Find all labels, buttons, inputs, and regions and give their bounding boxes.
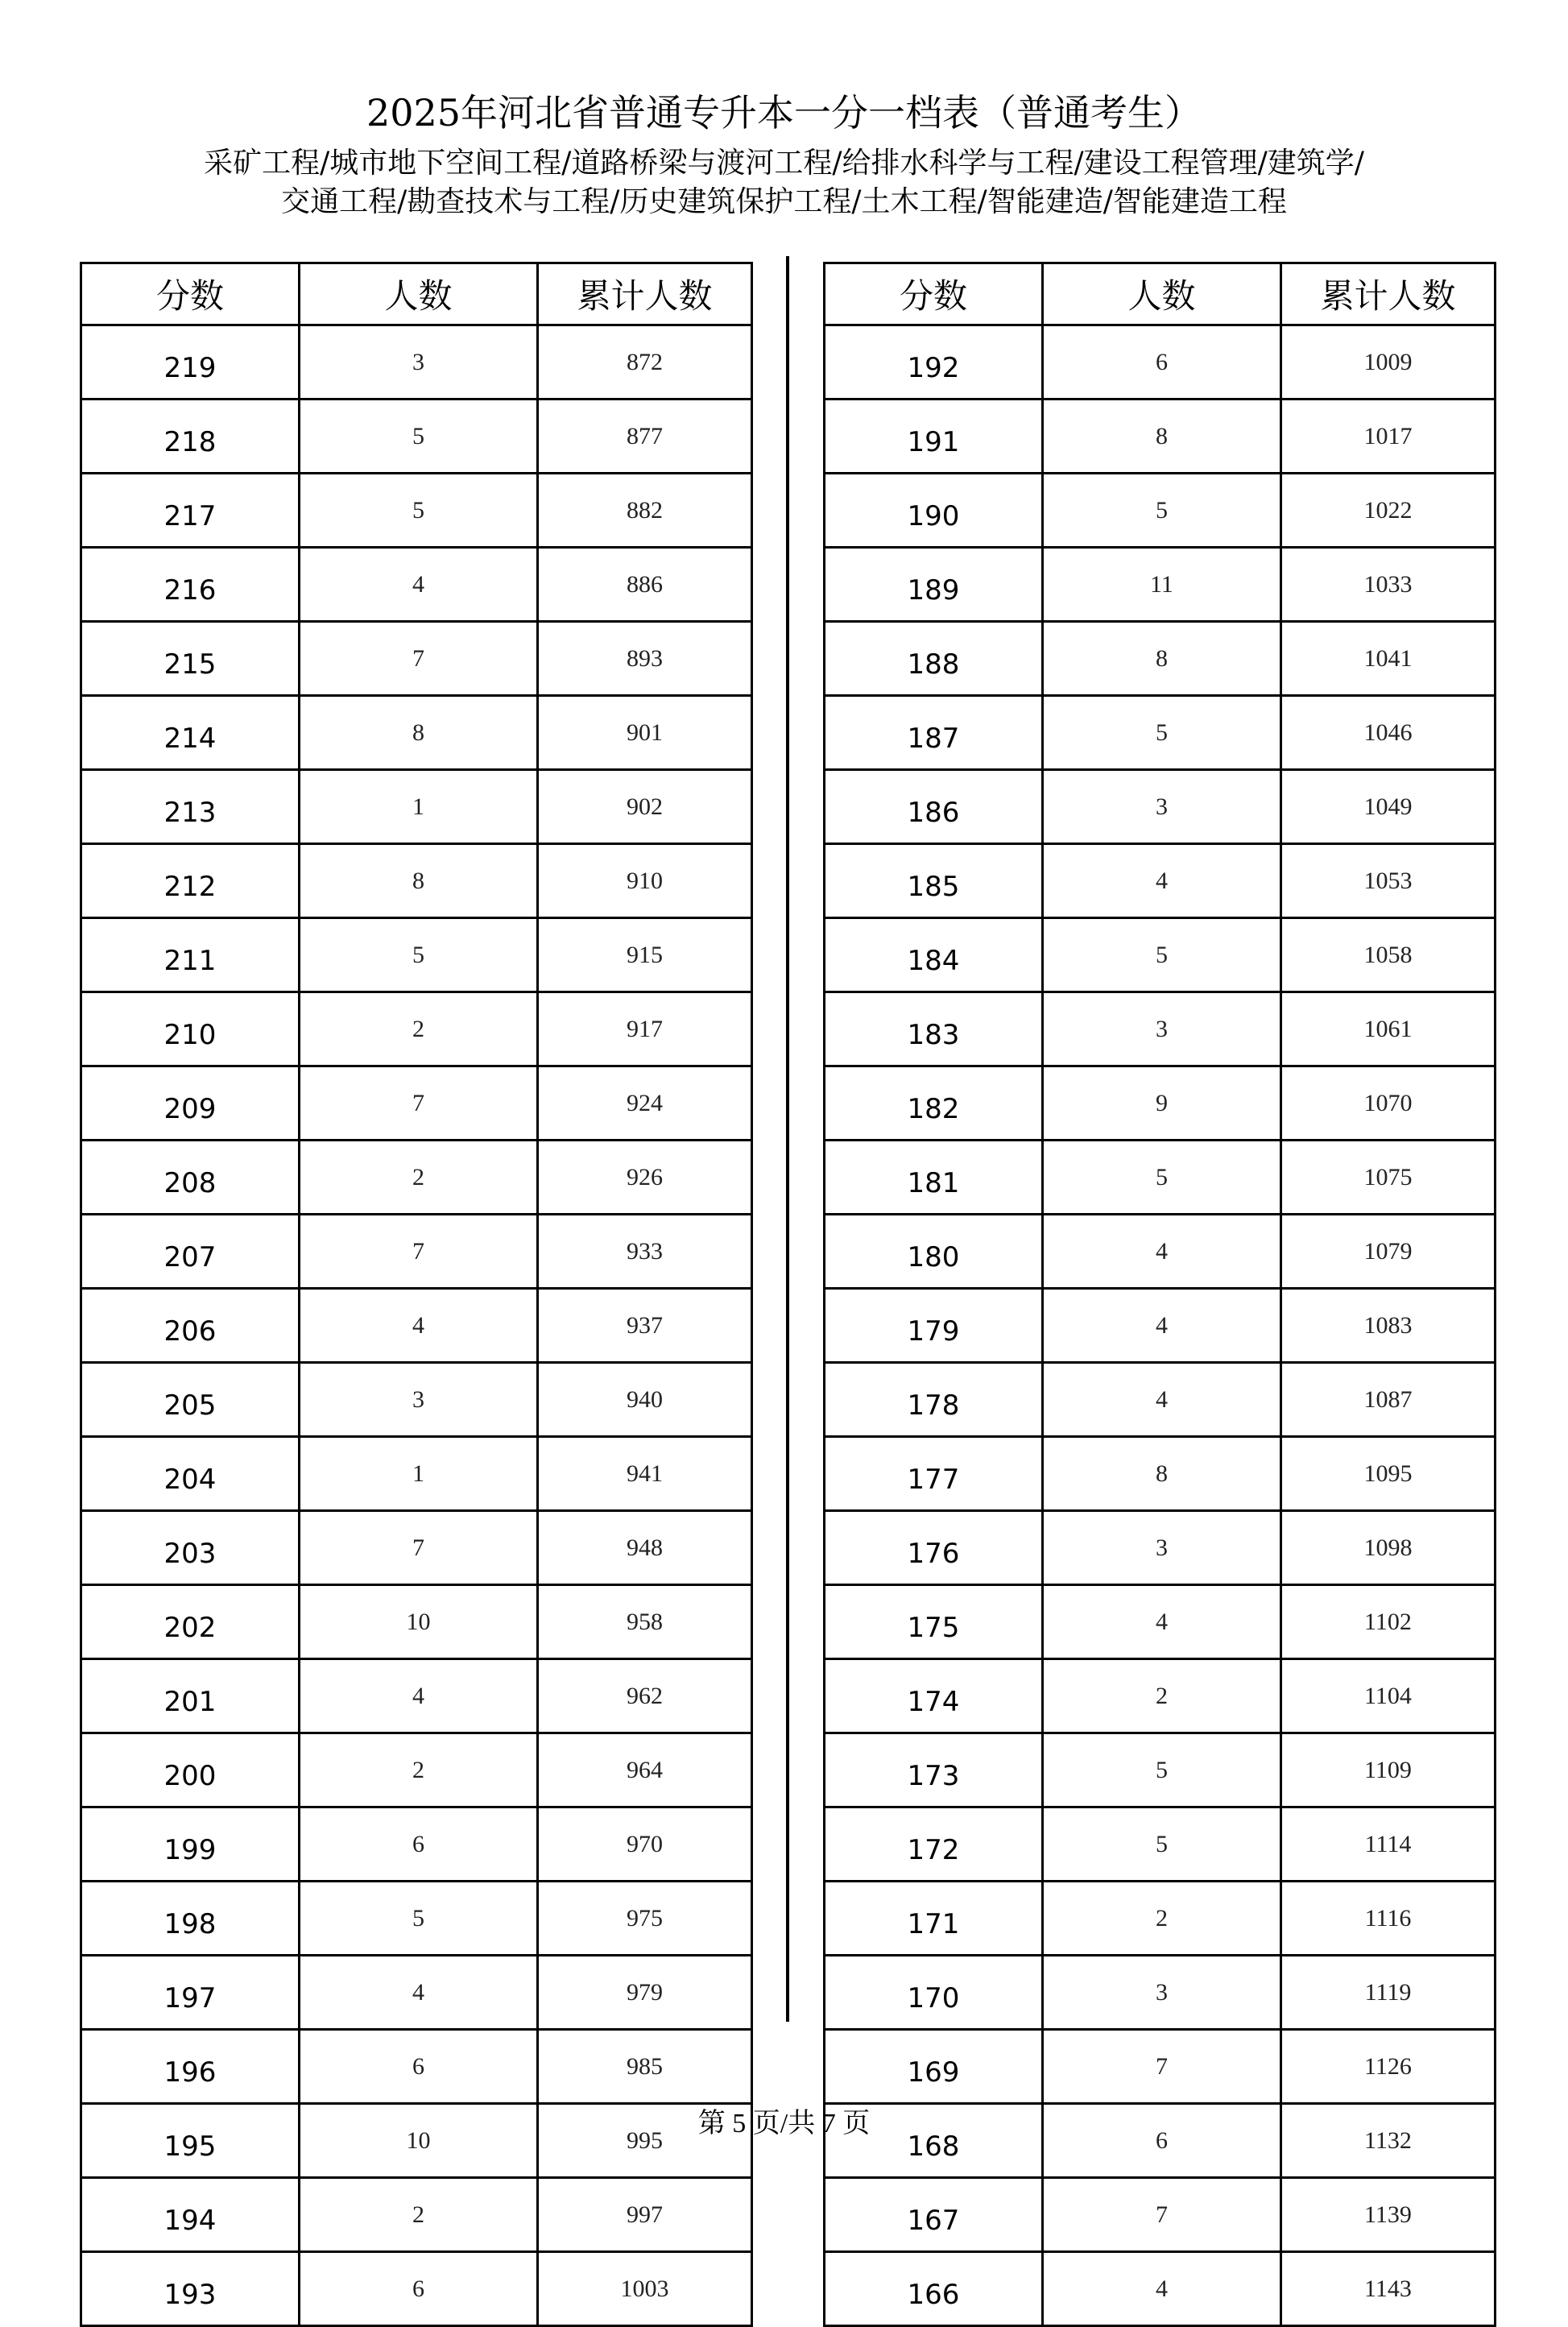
table-row (81, 1215, 752, 1289)
score-cell: 175 (825, 1585, 1043, 1659)
table-row (825, 548, 1496, 622)
cumulative-cell: 1075 (1281, 1141, 1496, 1215)
count-cell: 5 (1043, 1807, 1281, 1882)
score-cell: 172 (825, 1807, 1043, 1882)
score-cell: 184 (825, 918, 1043, 992)
cumulative-cell: 995 (538, 2104, 752, 2178)
table-row (81, 622, 752, 696)
count-cell: 4 (1043, 1585, 1281, 1659)
cumulative-cell: 985 (538, 2030, 752, 2104)
page-number: 第 5 页/共 7 页 (697, 2109, 871, 2139)
count-cell: 1 (300, 1437, 538, 1511)
count-cell: 2 (1043, 1882, 1281, 1956)
score-cell: 176 (825, 1511, 1043, 1585)
count-cell: 9 (1043, 1066, 1281, 1141)
count-cell: 4 (1043, 844, 1281, 918)
count-cell: 6 (300, 2252, 538, 2326)
count-cell: 6 (1043, 2104, 1281, 2178)
table-row (825, 400, 1496, 474)
score-cell: 183 (825, 992, 1043, 1066)
count-cell: 3 (1043, 992, 1281, 1066)
count-cell: 5 (1043, 474, 1281, 548)
table-row (825, 844, 1496, 918)
count-cell: 1 (300, 770, 538, 844)
score-cell: 178 (825, 1363, 1043, 1437)
score-cell: 198 (81, 1882, 300, 1956)
table-row (81, 548, 752, 622)
count-cell: 5 (300, 918, 538, 992)
cumulative-cell: 1079 (1281, 1215, 1496, 1289)
score-cell: 210 (81, 992, 300, 1066)
score-cell: 181 (825, 1141, 1043, 1215)
table-row (825, 1066, 1496, 1141)
score-cell: 205 (81, 1363, 300, 1437)
cumulative-cell: 937 (538, 1289, 752, 1363)
table-row (825, 992, 1496, 1066)
count-cell: 4 (1043, 2252, 1281, 2326)
cumulative-cell: 1070 (1281, 1066, 1496, 1141)
table-row (825, 2030, 1496, 2104)
count-cell: 8 (1043, 400, 1281, 474)
cumulative-cell: 962 (538, 1659, 752, 1733)
cumulative-cell: 1033 (1281, 548, 1496, 622)
table-row (81, 1733, 752, 1807)
score-cell: 204 (81, 1437, 300, 1511)
score-cell: 215 (81, 622, 300, 696)
cumulative-cell: 1009 (1281, 325, 1496, 400)
table-row (81, 1066, 752, 1141)
table-row (81, 1659, 752, 1733)
table-row (825, 1437, 1496, 1511)
count-cell: 6 (300, 1807, 538, 1882)
cumulative-cell: 1098 (1281, 1511, 1496, 1585)
score-cell: 195 (81, 2104, 300, 2178)
cumulative-cell: 1041 (1281, 622, 1496, 696)
table-row (81, 992, 752, 1066)
cumulative-cell: 958 (538, 1585, 752, 1659)
table-row (81, 1141, 752, 1215)
table-row (825, 474, 1496, 548)
cumulative-cell: 872 (538, 325, 752, 400)
count-cell: 3 (1043, 770, 1281, 844)
count-cell: 7 (300, 1511, 538, 1585)
cumulative-cell: 941 (538, 1437, 752, 1511)
cumulative-cell: 1104 (1281, 1659, 1496, 1733)
score-cell: 199 (81, 1807, 300, 1882)
header-count: 人数 (300, 263, 538, 325)
header-score: 分数 (81, 263, 300, 325)
score-cell: 217 (81, 474, 300, 548)
table-row (825, 1956, 1496, 2030)
cumulative-cell: 1139 (1281, 2178, 1496, 2252)
cumulative-cell: 1046 (1281, 696, 1496, 770)
count-cell: 4 (1043, 1215, 1281, 1289)
score-cell: 173 (825, 1733, 1043, 1807)
score-cell: 200 (81, 1733, 300, 1807)
score-cell: 193 (81, 2252, 300, 2326)
cumulative-cell: 1049 (1281, 770, 1496, 844)
score-cell: 207 (81, 1215, 300, 1289)
cumulative-cell: 1119 (1281, 1956, 1496, 2030)
cumulative-cell: 915 (538, 918, 752, 992)
table-row (81, 1585, 752, 1659)
count-cell: 2 (300, 2178, 538, 2252)
table-row (81, 918, 752, 992)
score-table-left (80, 262, 753, 2327)
table-row (81, 1289, 752, 1363)
score-cell: 218 (81, 400, 300, 474)
score-cell: 203 (81, 1511, 300, 1585)
major-list-line-1: 采矿工程/城市地下空间工程/道路桥梁与渡河工程/给排水科学与工程/建设工程管理/建筑学/ (204, 147, 1364, 180)
score-cell: 169 (825, 2030, 1043, 2104)
cumulative-cell: 902 (538, 770, 752, 844)
table-row (81, 325, 752, 400)
table-row (825, 1289, 1496, 1363)
count-cell: 4 (300, 1289, 538, 1363)
major-list-line-2: 交通工程/勘查技术与工程/历史建筑保护工程/土木工程/智能建造/智能建造工程 (281, 185, 1287, 218)
cumulative-cell: 1087 (1281, 1363, 1496, 1437)
score-cell: 182 (825, 1066, 1043, 1141)
score-cell: 206 (81, 1289, 300, 1363)
count-cell: 7 (300, 622, 538, 696)
score-cell: 192 (825, 325, 1043, 400)
table-row (825, 1511, 1496, 1585)
count-cell: 5 (300, 400, 538, 474)
table-row (81, 1437, 752, 1511)
cumulative-cell: 926 (538, 1141, 752, 1215)
cumulative-cell: 1095 (1281, 1437, 1496, 1511)
cumulative-cell: 1022 (1281, 474, 1496, 548)
count-cell: 8 (300, 844, 538, 918)
table-row (825, 2178, 1496, 2252)
cumulative-cell: 1102 (1281, 1585, 1496, 1659)
count-cell: 8 (300, 696, 538, 770)
table-row (825, 1807, 1496, 1882)
column-divider (786, 256, 789, 2022)
table-row (81, 1363, 752, 1437)
header-count: 人数 (1043, 263, 1281, 325)
cumulative-cell: 964 (538, 1733, 752, 1807)
score-cell: 187 (825, 696, 1043, 770)
cumulative-cell: 1132 (1281, 2104, 1496, 2178)
score-cell: 190 (825, 474, 1043, 548)
table-row (81, 2252, 752, 2326)
count-cell: 7 (300, 1215, 538, 1289)
count-cell: 10 (300, 1585, 538, 1659)
table-row (825, 622, 1496, 696)
table-row (825, 918, 1496, 992)
cumulative-cell: 924 (538, 1066, 752, 1141)
score-table-right (823, 262, 1496, 2327)
score-cell: 186 (825, 770, 1043, 844)
score-cell: 170 (825, 1956, 1043, 2030)
cumulative-cell: 877 (538, 400, 752, 474)
cumulative-cell: 886 (538, 548, 752, 622)
cumulative-cell: 917 (538, 992, 752, 1066)
count-cell: 2 (300, 992, 538, 1066)
count-cell: 6 (1043, 325, 1281, 400)
table-row (81, 1882, 752, 1956)
table-row (81, 2178, 752, 2252)
score-cell: 201 (81, 1659, 300, 1733)
count-cell: 4 (300, 548, 538, 622)
cumulative-cell: 882 (538, 474, 752, 548)
score-cell: 219 (81, 325, 300, 400)
count-cell: 5 (300, 1882, 538, 1956)
table-row (825, 1215, 1496, 1289)
cumulative-cell: 1058 (1281, 918, 1496, 992)
count-cell: 7 (1043, 2030, 1281, 2104)
table-row (825, 1733, 1496, 1807)
count-cell: 4 (1043, 1289, 1281, 1363)
count-cell: 10 (300, 2104, 538, 2178)
cumulative-cell: 975 (538, 1882, 752, 1956)
count-cell: 5 (300, 474, 538, 548)
count-cell: 3 (300, 1363, 538, 1437)
cumulative-cell: 970 (538, 1807, 752, 1882)
count-cell: 3 (1043, 1956, 1281, 2030)
cumulative-cell: 948 (538, 1511, 752, 1585)
header-cumulative: 累计人数 (1281, 263, 1496, 325)
score-cell: 166 (825, 2252, 1043, 2326)
cumulative-cell: 893 (538, 622, 752, 696)
table-row (81, 696, 752, 770)
score-cell: 213 (81, 770, 300, 844)
score-cell: 211 (81, 918, 300, 992)
table-row (825, 770, 1496, 844)
count-cell: 7 (300, 1066, 538, 1141)
table-row (81, 770, 752, 844)
cumulative-cell: 1126 (1281, 2030, 1496, 2104)
table-row (825, 1659, 1496, 1733)
table-row (81, 400, 752, 474)
table-row (825, 696, 1496, 770)
score-cell: 209 (81, 1066, 300, 1141)
cumulative-cell: 1053 (1281, 844, 1496, 918)
cumulative-cell: 1143 (1281, 2252, 1496, 2326)
header-cumulative: 累计人数 (538, 263, 752, 325)
score-cell: 212 (81, 844, 300, 918)
table-row (81, 2030, 752, 2104)
count-cell: 8 (1043, 622, 1281, 696)
count-cell: 8 (1043, 1437, 1281, 1511)
cumulative-cell: 1003 (538, 2252, 752, 2326)
count-cell: 7 (1043, 2178, 1281, 2252)
score-cell: 196 (81, 2030, 300, 2104)
count-cell: 4 (300, 1956, 538, 2030)
count-cell: 5 (1043, 696, 1281, 770)
count-cell: 11 (1043, 548, 1281, 622)
score-cell: 214 (81, 696, 300, 770)
count-cell: 5 (1043, 918, 1281, 992)
header-score: 分数 (825, 263, 1043, 325)
table-header-row (81, 263, 752, 325)
count-cell: 2 (1043, 1659, 1281, 1733)
cumulative-cell: 979 (538, 1956, 752, 2030)
table-row (81, 1807, 752, 1882)
score-cell: 197 (81, 1956, 300, 2030)
score-cell: 208 (81, 1141, 300, 1215)
table-row (825, 1363, 1496, 1437)
table-row (825, 2252, 1496, 2326)
page-title: 2025年河北省普通专升本一分一档表（普通考生） (366, 91, 1202, 135)
cumulative-cell: 1061 (1281, 992, 1496, 1066)
score-cell: 185 (825, 844, 1043, 918)
cumulative-cell: 901 (538, 696, 752, 770)
cumulative-cell: 910 (538, 844, 752, 918)
cumulative-cell: 933 (538, 1215, 752, 1289)
table-row (825, 1585, 1496, 1659)
table-row (825, 1882, 1496, 1956)
count-cell: 3 (1043, 1511, 1281, 1585)
count-cell: 5 (1043, 1733, 1281, 1807)
table-row (81, 1956, 752, 2030)
cumulative-cell: 940 (538, 1363, 752, 1437)
count-cell: 2 (300, 1733, 538, 1807)
count-cell: 4 (300, 1659, 538, 1733)
cumulative-cell: 1116 (1281, 1882, 1496, 1956)
count-cell: 4 (1043, 1363, 1281, 1437)
score-cell: 216 (81, 548, 300, 622)
table-row (81, 1511, 752, 1585)
score-cell: 174 (825, 1659, 1043, 1733)
cumulative-cell: 1114 (1281, 1807, 1496, 1882)
score-cell: 171 (825, 1882, 1043, 1956)
table-row (81, 844, 752, 918)
cumulative-cell: 1017 (1281, 400, 1496, 474)
cumulative-cell: 997 (538, 2178, 752, 2252)
score-cell: 191 (825, 400, 1043, 474)
score-cell: 179 (825, 1289, 1043, 1363)
count-cell: 2 (300, 1141, 538, 1215)
score-cell: 189 (825, 548, 1043, 622)
count-cell: 3 (300, 325, 538, 400)
table-row (825, 325, 1496, 400)
cumulative-cell: 1083 (1281, 1289, 1496, 1363)
score-cell: 167 (825, 2178, 1043, 2252)
table-row (81, 474, 752, 548)
count-cell: 5 (1043, 1141, 1281, 1215)
score-cell: 188 (825, 622, 1043, 696)
count-cell: 6 (300, 2030, 538, 2104)
score-cell: 194 (81, 2178, 300, 2252)
score-cell: 202 (81, 1585, 300, 1659)
score-cell: 180 (825, 1215, 1043, 1289)
cumulative-cell: 1109 (1281, 1733, 1496, 1807)
table-header-row (825, 263, 1496, 325)
score-cell: 177 (825, 1437, 1043, 1511)
score-cell: 168 (825, 2104, 1043, 2178)
table-row (825, 1141, 1496, 1215)
